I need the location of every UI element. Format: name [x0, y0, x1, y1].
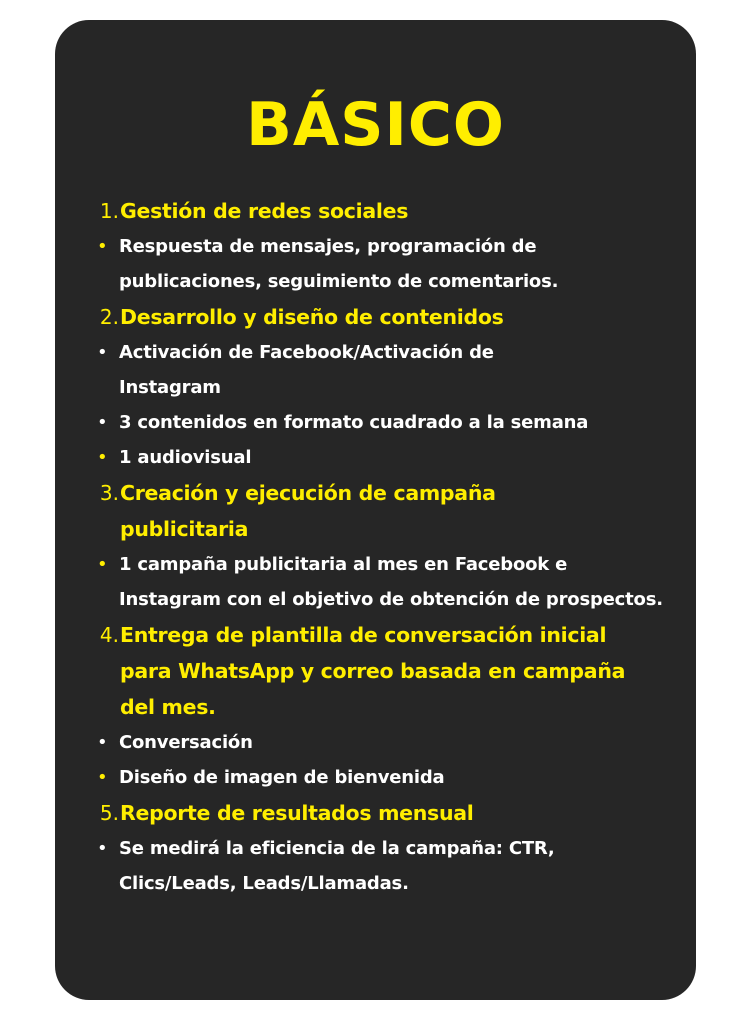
section-number: 1.	[99, 199, 119, 223]
list-item	[95, 440, 670, 475]
list-item	[95, 760, 670, 795]
list-item-text: 3 contenidos en formato cuadrado a la semana	[119, 412, 589, 433]
bullet-icon: •	[97, 732, 108, 753]
section-heading	[95, 475, 670, 547]
section-number: 5.	[99, 801, 119, 825]
section-heading	[95, 617, 670, 725]
list-item-text: Conversación	[119, 732, 253, 753]
section-title: Entrega de plantilla de conversación inicial para WhatsApp y correo basada en campaña del mes.	[120, 623, 626, 719]
section-heading	[95, 299, 670, 335]
list-item	[95, 831, 670, 901]
list-item	[95, 229, 670, 299]
bullet-icon: •	[97, 447, 108, 468]
section-title: Reporte de resultados mensual	[120, 801, 474, 825]
bullet-icon: •	[97, 554, 108, 575]
section-heading	[95, 795, 670, 831]
list-item-text: Se medirá la eficiencia de la campaña: CTR, Clics/Leads, Leads/Llamadas.	[119, 838, 555, 894]
list-item-text: Respuesta de mensajes, programación de publicaciones, seguimiento de comentarios.	[119, 236, 559, 292]
list-item	[95, 725, 670, 760]
bullet-icon: •	[97, 236, 108, 257]
plan-card	[55, 20, 696, 1000]
bullet-icon: •	[97, 412, 108, 433]
plan-title: BÁSICO	[246, 90, 505, 160]
section-number: 2.	[99, 305, 119, 329]
list-item	[95, 405, 670, 440]
section-title: Gestión de redes sociales	[120, 199, 409, 223]
bullet-icon: •	[97, 342, 108, 363]
list-item-text: Activación de Facebook/Activación de Instagram	[119, 342, 494, 398]
section-number: 4.	[99, 623, 119, 647]
section-title: Creación y ejecución de campaña publicitaria	[120, 481, 496, 541]
section-number: 3.	[99, 481, 119, 505]
bullet-icon: •	[97, 838, 108, 859]
section-heading	[95, 193, 670, 229]
list-item	[95, 547, 670, 617]
list-item-text: 1 campaña publicitaria al mes en Facebook e Instagram con el objetivo de obtención de prospectos.	[119, 554, 663, 610]
list-item-text: Diseño de imagen de bienvenida	[119, 767, 445, 788]
plan-features	[95, 193, 670, 901]
bullet-icon: •	[97, 767, 108, 788]
list-item-text: 1 audiovisual	[119, 447, 252, 468]
section-title: Desarrollo y diseño de contenidos	[120, 305, 504, 329]
list-item	[95, 335, 670, 405]
